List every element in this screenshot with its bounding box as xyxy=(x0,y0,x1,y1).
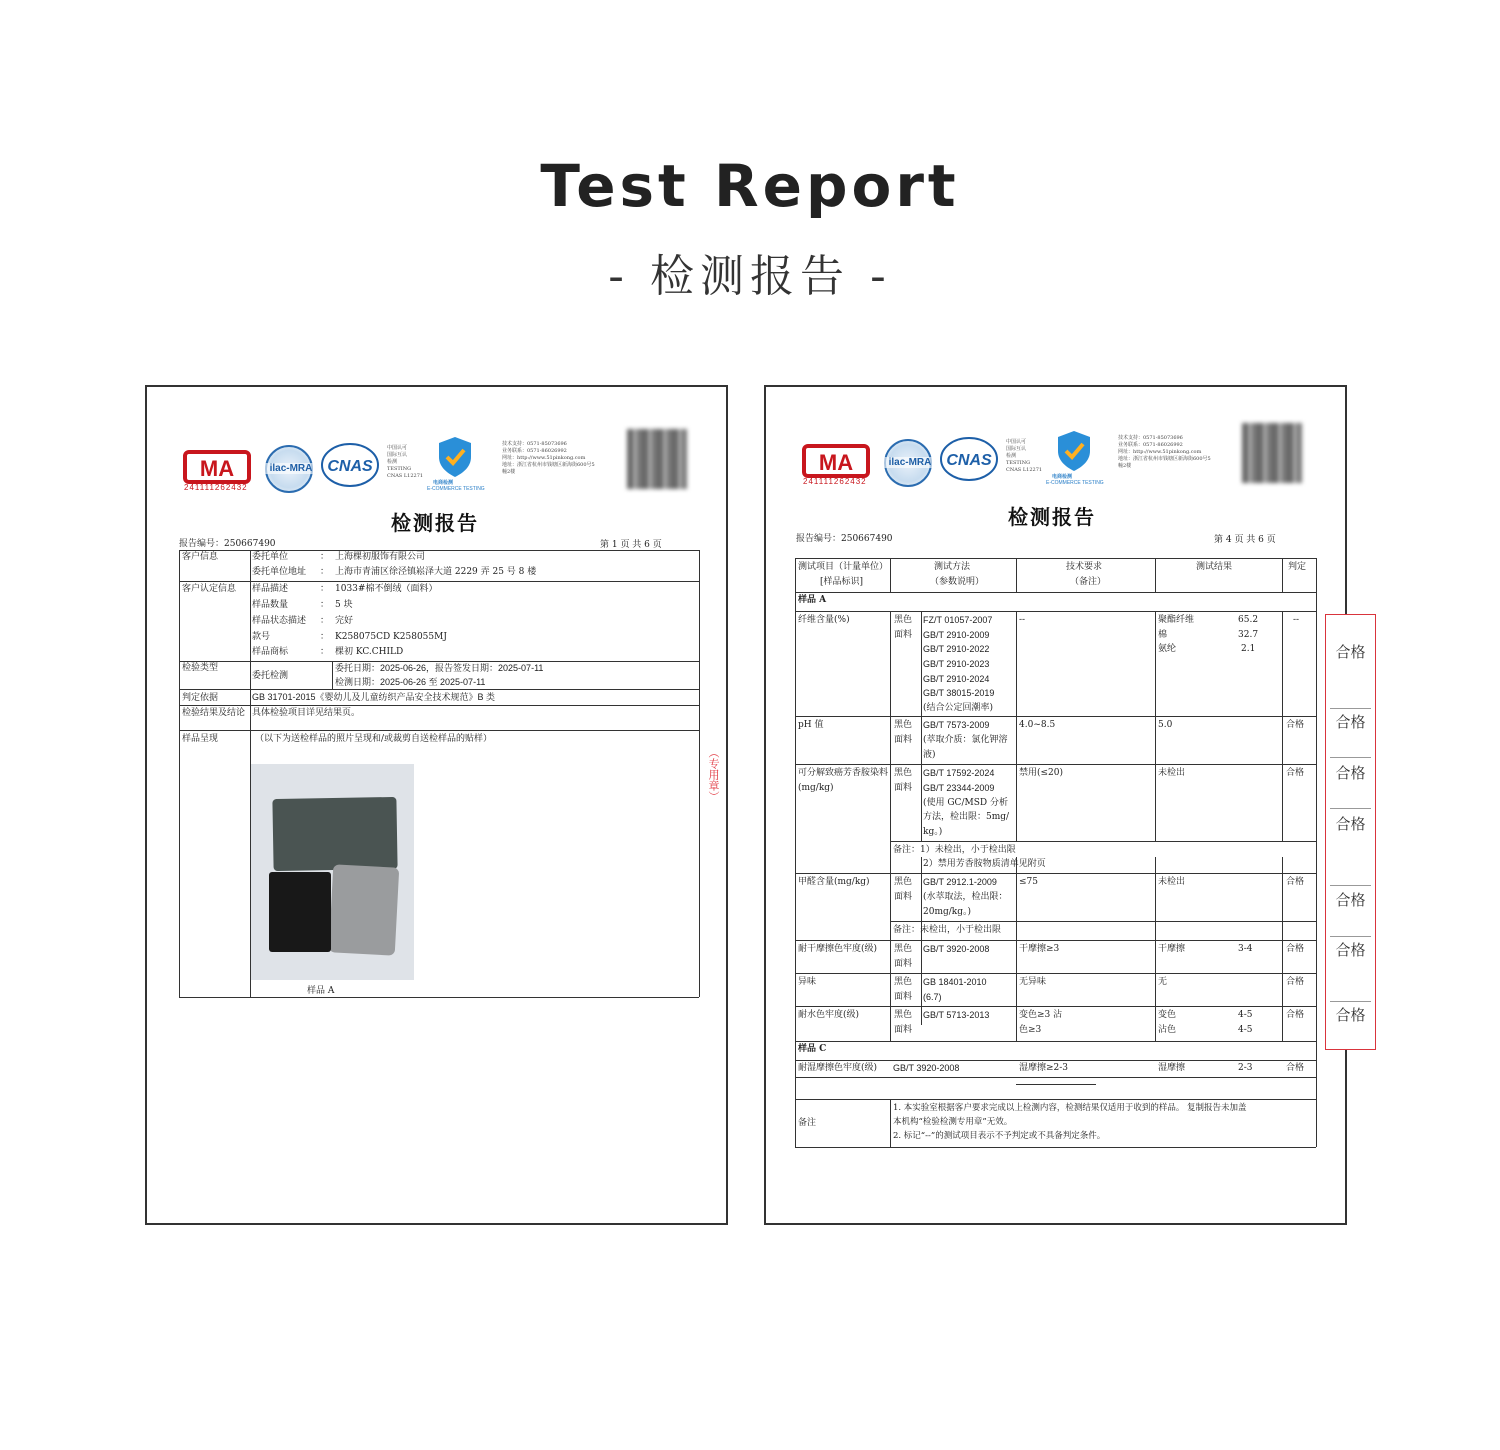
table-rule xyxy=(795,558,1316,559)
shield-check-icon xyxy=(435,435,475,481)
table-cell: 完好 xyxy=(335,616,354,626)
table-cell: 未检出 xyxy=(1158,877,1186,887)
table-cell: 32.7 xyxy=(1238,630,1259,640)
table-rule xyxy=(795,1099,1316,1100)
table-rule xyxy=(1330,708,1371,709)
table-cell: 变色≥3 沾色≥3 xyxy=(1019,1010,1063,1035)
table-rule xyxy=(1330,808,1371,809)
table-cell: 耐水色牢度(级) xyxy=(798,1010,860,1020)
table-cell: ： xyxy=(320,647,330,657)
table-cell: 变色 xyxy=(1158,1010,1177,1020)
table-rule xyxy=(890,1099,891,1147)
table-cell: ： xyxy=(320,584,330,594)
table-rule xyxy=(795,1077,1316,1078)
table-cell: 黑色面料 xyxy=(894,977,913,1002)
table-cell: GB 31701-2015《婴幼儿及儿童纺织产品安全技术规范》B 类 xyxy=(252,692,496,702)
table-cell: 甲醛含量(mg/kg) xyxy=(798,877,870,887)
table-cell: 黑色面料 xyxy=(894,768,913,793)
table-cell: 客户信息 xyxy=(182,552,219,562)
cma-number: 241111262432 xyxy=(184,483,248,492)
table-cell: 聚酯纤维 xyxy=(1158,615,1195,625)
qr-code-blurred xyxy=(1242,423,1302,483)
table-cell: 沾色 xyxy=(1158,1025,1177,1035)
table-cell: 无异味 xyxy=(1019,977,1047,987)
table-cell: 检测日期：2025-06-26 至 2025-07-11 xyxy=(335,677,486,687)
table-rule xyxy=(795,1147,1316,1148)
page-info: 第 4 页 共 6 页 xyxy=(1214,535,1276,545)
table-cell: 1033#棉不倒绒（面料） xyxy=(335,584,438,594)
report-number: 报告编号：250667490 xyxy=(796,534,893,544)
shield-check-icon xyxy=(1054,429,1094,475)
table-rule xyxy=(1316,558,1317,1147)
table-cell: 委托单位地址 xyxy=(252,567,307,577)
table-cell: 纤维含量(%) xyxy=(798,615,850,625)
table-rule xyxy=(332,661,333,689)
table-cell: ： xyxy=(320,600,330,610)
cert-text: 中国认可 国际互认 检测 TESTING CNAS L12271 xyxy=(1006,439,1043,473)
table-cell: 合格 xyxy=(1286,768,1305,778)
table-rule xyxy=(795,973,1316,974)
table-cell: 合格 xyxy=(1286,877,1305,887)
table-cell: GB/T 17592-2024 xyxy=(923,768,995,778)
table-rule xyxy=(890,921,1316,922)
page-title: Test Report xyxy=(540,152,960,220)
table-cell: GB/T 3920-2008 xyxy=(893,1063,960,1073)
table-cell: 耐湿摩擦色牢度(级) xyxy=(798,1063,878,1073)
table-cell: 具体检验项目详见结果页。 xyxy=(252,708,361,718)
table-rule xyxy=(179,550,180,997)
table-cell: 黑色面料 xyxy=(894,720,913,745)
table-cell: (水萃取法，检出限： xyxy=(923,892,1008,902)
table-rule xyxy=(179,997,699,998)
table-cell: 1. 本实验室根据客户要求完成以上检测内容，检测结果仅适用于收到的样品。 复制报告未加盖 xyxy=(893,1103,1247,1113)
stamp-text: （专用章） xyxy=(707,747,720,802)
table-cell: 备注：未检出，小于检出限 xyxy=(893,925,1002,935)
table-rule xyxy=(699,550,700,997)
table-cell: 样品描述 xyxy=(252,584,289,594)
table-cell: 无 xyxy=(1158,977,1168,987)
table-cell: 样品状态描述 xyxy=(252,616,307,626)
pass-label: 合格 xyxy=(1335,764,1366,782)
table-rule xyxy=(179,730,699,731)
cnas-logo xyxy=(321,443,379,487)
table-cell: ： xyxy=(320,616,330,626)
table-rule xyxy=(1155,611,1156,841)
table-rule xyxy=(890,611,891,1041)
doc-title: 检测报告 xyxy=(391,511,479,535)
table-cell: 检验类型 xyxy=(182,663,219,673)
table-rule xyxy=(795,1041,1316,1042)
table-cell: 测试方法 xyxy=(934,562,971,572)
table-cell: 本机构“检验检测专用章”无效。 xyxy=(893,1117,1013,1127)
table-cell: 委托检测 xyxy=(252,671,289,681)
table-cell: 样品商标 xyxy=(252,647,289,657)
table-cell: 上海棵初服饰有限公司 xyxy=(335,552,426,562)
table-cell: 黑色面料 xyxy=(894,877,913,902)
table-cell: 检验结果及结论 xyxy=(182,708,246,718)
table-rule xyxy=(1016,611,1017,841)
pass-label: 合格 xyxy=(1335,815,1366,833)
table-rule xyxy=(1155,857,1156,1041)
table-cell: 测试项目（计量单位） xyxy=(798,562,889,572)
qr-code-blurred xyxy=(627,429,687,489)
table-cell: 黑色面料 xyxy=(894,944,913,969)
table-cell: GB/T 2910-2022 xyxy=(923,644,990,654)
table-cell: kg。) xyxy=(923,827,943,837)
table-cell: 测试结果 xyxy=(1196,562,1233,572)
table-rule xyxy=(795,873,1316,874)
contact-info: 技术支持：0571-85073696 业务联系：0571-86026992 网址：http://www.51pinkong.com 地址：浙江省杭州市钱塘区新海街600号5 幢2楼 xyxy=(1118,435,1211,469)
table-cell: 棉 xyxy=(1158,630,1168,640)
table-rule xyxy=(795,592,1316,593)
table-cell: （备注） xyxy=(1070,577,1107,587)
table-rule xyxy=(795,764,1316,765)
table-rule xyxy=(1155,558,1156,592)
table-rule xyxy=(795,1006,1316,1007)
table-cell: 干摩擦 xyxy=(1158,944,1186,954)
pass-label: 合格 xyxy=(1335,1006,1366,1024)
ilac-logo: ilac-MRA xyxy=(884,439,932,487)
table-cell: [样品标识] xyxy=(820,577,864,587)
table-cell: 黑色面料 xyxy=(894,1010,913,1035)
table-cell: -- xyxy=(1019,615,1026,625)
table-cell: ≤75 xyxy=(1019,877,1038,887)
table-cell: ： xyxy=(320,632,330,642)
cnas-logo xyxy=(940,437,998,481)
table-cell: GB/T 7573-2009 xyxy=(923,720,990,730)
table-cell: 合格 xyxy=(1286,977,1305,987)
photo-caption: 样品 A xyxy=(307,986,335,996)
table-cell: -- xyxy=(1293,615,1300,625)
doc-title: 检测报告 xyxy=(1008,505,1096,529)
table-cell: GB/T 2910-2023 xyxy=(923,659,990,669)
pass-label: 合格 xyxy=(1335,713,1366,731)
table-cell: 2）禁用芳香胺物质清单见附页 xyxy=(923,859,1046,869)
table-cell: (6.7) xyxy=(923,992,942,1002)
table-cell: 可分解致癌芳香胺染料(mg/kg) xyxy=(798,768,889,793)
table-rule xyxy=(921,611,922,841)
pass-label: 合格 xyxy=(1335,941,1366,959)
table-cell: GB/T 38015-2019 xyxy=(923,688,995,698)
table-cell: （以下为送检样品的照片呈现和/或裁剪自送检样品的贴样） xyxy=(255,734,493,744)
table-rule xyxy=(795,940,1316,941)
report-number: 报告编号：250667490 xyxy=(179,539,276,549)
table-rule xyxy=(1330,885,1371,886)
pass-label: 合格 xyxy=(1335,891,1366,909)
table-cell: 65.2 xyxy=(1238,615,1259,625)
table-rule xyxy=(1330,1001,1371,1002)
table-cell: ： xyxy=(320,567,330,577)
table-cell: 样品数量 xyxy=(252,600,289,610)
contact-info: 技术支持：0571-85073696 业务联系：0571-86026992 网址：http://www.51pinkong.com 地址：浙江省杭州市钱塘区新海街600号5 幢2楼 xyxy=(502,441,595,475)
table-cell: 禁用(≤20) xyxy=(1019,768,1064,778)
svg-text:CNAS: CNAS xyxy=(327,458,373,475)
table-cell: 3-4 xyxy=(1238,944,1253,954)
table-cell: GB/T 5713-2013 xyxy=(923,1010,990,1020)
table-cell: 合格 xyxy=(1286,944,1305,954)
table-cell: 湿摩擦 xyxy=(1158,1063,1186,1073)
table-rule xyxy=(795,558,796,1147)
table-cell: 合格 xyxy=(1286,720,1305,730)
table-cell: 客户认定信息 xyxy=(182,584,237,594)
table-cell: 款号 xyxy=(252,632,271,642)
table-cell: GB/T 23344-2009 xyxy=(923,783,995,793)
table-cell: GB/T 3920-2008 xyxy=(923,944,990,954)
page-info: 第 1 页 共 6 页 xyxy=(600,540,662,550)
ilac-logo: ilac-MRA xyxy=(265,445,313,493)
table-cell: 2-3 xyxy=(1238,1063,1253,1073)
table-cell: pH 值 xyxy=(798,720,824,730)
table-rule xyxy=(921,857,922,1025)
table-cell: 20mg/kg。) xyxy=(923,907,972,917)
table-rule xyxy=(1016,857,1017,1041)
table-cell: 合格 xyxy=(1286,1010,1305,1020)
table-rule xyxy=(1016,1084,1096,1085)
table-cell: GB/T 2910-2009 xyxy=(923,630,990,640)
table-cell: 氨纶 xyxy=(1158,644,1177,654)
table-cell: 委托单位 xyxy=(252,552,289,562)
table-rule xyxy=(1282,611,1283,841)
svg-text:MA: MA xyxy=(818,450,854,475)
table-cell: GB/T 2912.1-2009 xyxy=(923,877,997,887)
table-cell: K258075CD K258055MJ xyxy=(335,632,447,642)
table-rule xyxy=(1282,857,1283,1041)
page-subtitle: - 检测报告 - xyxy=(608,251,892,302)
table-rule xyxy=(890,841,1316,842)
svg-text:CNAS: CNAS xyxy=(946,452,992,469)
table-cell: 4-5 xyxy=(1238,1010,1253,1020)
table-cell: 湿摩擦≥2-3 xyxy=(1019,1063,1069,1073)
table-cell: 2.1 xyxy=(1241,644,1256,654)
table-cell: GB/T 2910-2024 xyxy=(923,674,990,684)
table-rule xyxy=(1016,558,1017,592)
table-cell: 判定依据 xyxy=(182,692,219,702)
table-rule xyxy=(1330,757,1371,758)
table-cell: 4.0~8.5 xyxy=(1019,720,1056,730)
table-cell: 上海市青浦区徐泾镇崧泽大道 2229 弄 25 号 8 楼 xyxy=(335,567,537,577)
sample-photo xyxy=(251,764,414,980)
table-rule xyxy=(890,558,891,592)
table-rule xyxy=(795,611,1316,612)
table-cell: 备注：1）未检出，小于检出限 xyxy=(893,845,1016,855)
table-cell: 液) xyxy=(923,750,936,760)
report-page-2: MA 241111262432 ilac-MRA CNAS 中国认可 国际互认 检测 TESTING CNAS L12271 电商检测 E-COMMERCE TESTING 技术支持：0571-85073696 业务联系：0571-86026992 网址：http://www.51pinkong.com 地址：浙江省杭州市钱塘区新海街600号5 幢2楼 检测报告 报告编号：250667490 第 4 页 共 6 页 测试项目（计量单位） [样品标识] 测试方法 （参数说明） 技术要求 （备注） 测试结果 判定 样品 A 纤维含量(%) 黑色面料 FZ/T 01057-2007 GB/T 2910-2009 GB/T 2910-2022 GB/T 2910-2023 GB/T 2910-2024 GB/T 38015-2019 (结合公定回潮率) -- 聚酯纤维 65.2 棉 32.7 氨纶 2.1 -- pH 值 黑色面料 GB/T 7573-2009 (萃取介质：氯化钾溶 液) 4.0~8.5 5.0 合格 可分解致癌芳香胺染料(mg/kg) 黑色面料 GB/T 17592-2024 GB/T 23344-2009 (使用 GC/MSD 分析 方法，检出限：5mg/ kg。) 禁用(≤20) 未检出 合格 备注：1）未检出，小于检出限 2）禁用芳香胺物质清单见附页 甲醛含量(mg/kg) 黑色面料 GB/T 2912.1-2009 (水萃取法，检出限： 20mg/kg。) ≤75 未检出 合格 备注：未检出，小于检出限 耐干摩擦色牢度(级) 黑色面料 GB/T 3920-2008 干摩擦≥3 干摩擦 3-4 合格 异味 黑色面料 GB 18401-2010 (6.7) 无异味 无 合格 耐水色牢度(级) 黑色面料 GB/T 5713-2013 变色≥3 沾色≥3 变色 4-5 沾色 4-5 合格 样品 C 耐湿摩擦色牢度(级) GB/T 3920-2008 湿摩擦≥2-3 湿摩擦 2-3 合格 备注 1. 本实验室根据客户要求完成以上检测内容，检测结果仅适用于收到的样品。 复制报告未加盖 本机构“检验检测专用章”无效。 2. 标记“--”的测试项目表示不予判定或不具备判定条件。 xyxy=(764,385,1347,1225)
table-rule xyxy=(795,716,1316,717)
table-cell: 样品 A xyxy=(798,595,827,605)
table-cell: GB 18401-2010 xyxy=(923,977,987,987)
report-page-1: MA 241111262432 ilac-MRA CNAS 中国认可 国际互认 检测 TESTING CNAS L12271 电商检测 E-COMMERCE TESTING 技术支持：0571-85073696 业务联系：0571-86026992 网址：http://www.51pinkong.com 地址：浙江省杭州市钱塘区新海街600号5 幢2楼 检测报告 报告编号：250667490 第 1 页 共 6 页 客户信息 委托单位 ： 上海棵初服饰有限公司 委托单位地址 ： 上海市青浦区徐泾镇崧泽大道 2229 弄 25 号 8 楼 客户认定信息 样品描述 ： 1033#棉不倒绒（面料） 样品数量 ： 5 块 样品状态描述 ： 完好 款号 ： K258075CD K258055MJ 样品商标 ： 棵初 KC.CHILD 检验类型 委托检测 委托日期：2025-06-26，报告签发日期：2025-07-11 检测日期：2025-06-26 至 2025-07-11 判定依据 GB 31701-2015《婴幼儿及儿童纺织产品安全技术规范》B 类 检验结果及结论 具体检验项目详见结果页。 样品呈现 （以下为送检样品的照片呈现和/或裁剪自送检样品的贴样） 样品 A （专用章） xyxy=(145,385,728,1225)
pass-labels-overlay xyxy=(1325,614,1376,1050)
svg-text:MA: MA xyxy=(199,456,235,481)
table-cell: 委托日期：2025-06-26，报告签发日期：2025-07-11 xyxy=(335,663,544,673)
table-cell: ： xyxy=(320,552,330,562)
table-cell: 2. 标记“--”的测试项目表示不予判定或不具备判定条件。 xyxy=(893,1131,1106,1141)
table-cell: 样品 C xyxy=(798,1044,827,1054)
table-cell: 方法，检出限：5mg/ xyxy=(923,812,1010,822)
table-rule xyxy=(1282,558,1283,592)
table-cell: (萃取介质：氯化钾溶 xyxy=(923,735,1008,745)
table-cell: (结合公定回潮率) xyxy=(923,703,994,713)
table-cell: 棵初 KC.CHILD xyxy=(335,647,404,657)
table-cell: 合格 xyxy=(1286,1063,1305,1073)
table-cell: 4-5 xyxy=(1238,1025,1253,1035)
table-cell: （参数说明） xyxy=(930,577,985,587)
table-cell: 黑色面料 xyxy=(894,615,913,640)
table-cell: 未检出 xyxy=(1158,768,1186,778)
table-rule xyxy=(1330,936,1371,937)
pass-label: 合格 xyxy=(1335,643,1366,661)
table-cell: 耐干摩擦色牢度(级) xyxy=(798,944,878,954)
table-cell: 干摩擦≥3 xyxy=(1019,944,1060,954)
cert-text: 中国认可 国际互认 检测 TESTING CNAS L12271 xyxy=(387,445,424,479)
table-cell: 判定 xyxy=(1288,562,1307,572)
table-cell: 技术要求 xyxy=(1066,562,1103,572)
table-cell: 异味 xyxy=(798,977,817,987)
table-cell: 5 块 xyxy=(335,600,353,610)
table-cell: 样品呈现 xyxy=(182,734,219,744)
table-cell: (使用 GC/MSD 分析 xyxy=(923,798,1008,808)
table-cell: FZ/T 01057-2007 xyxy=(923,615,993,625)
table-cell: 备注 xyxy=(798,1118,817,1128)
table-cell: 5.0 xyxy=(1158,720,1173,730)
